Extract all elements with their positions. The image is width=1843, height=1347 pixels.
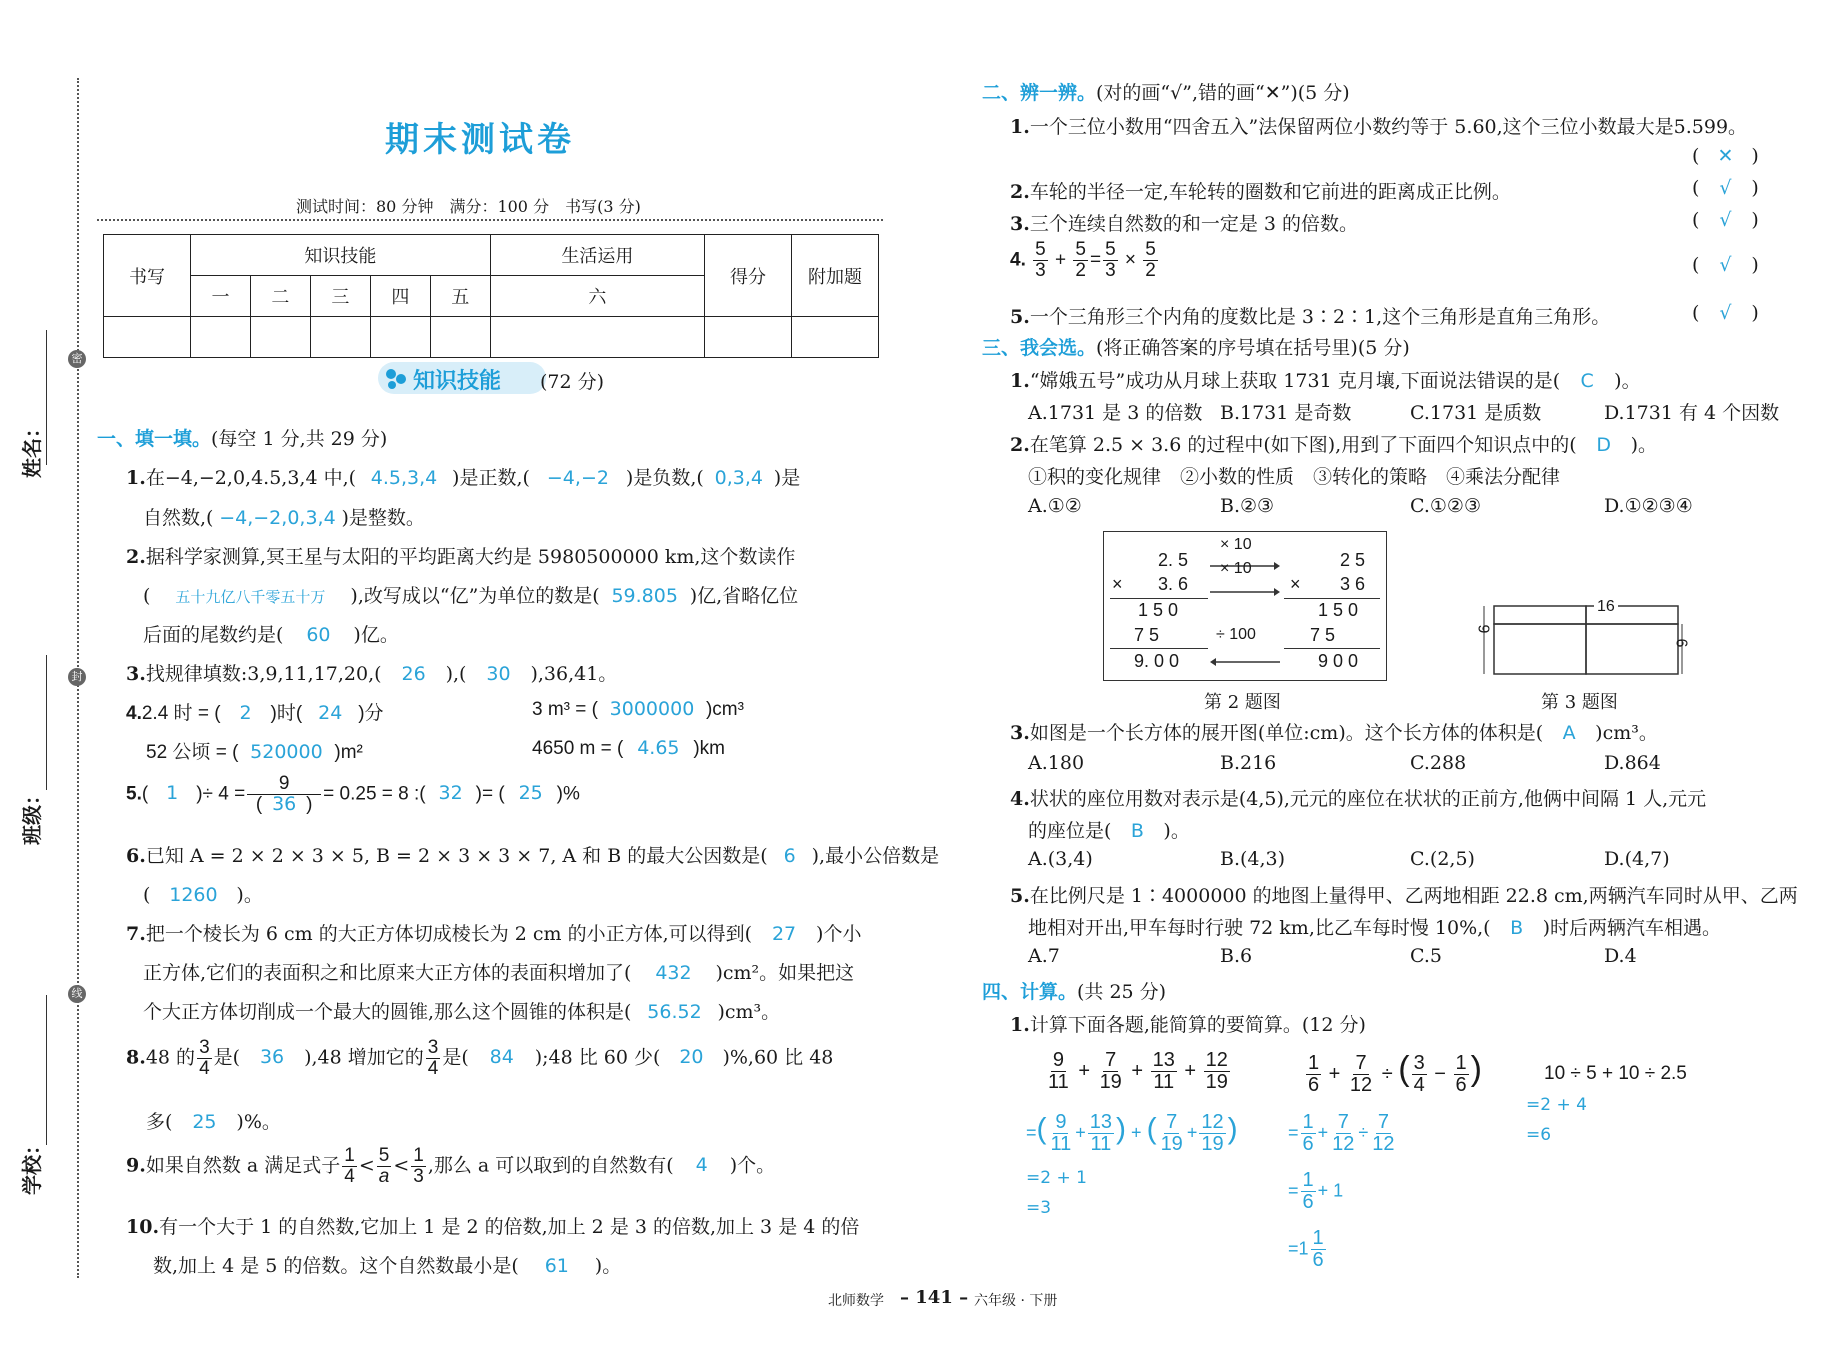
fig2-label-d100: ÷ 100	[1216, 626, 1256, 643]
fig2-rule-2	[1110, 648, 1208, 649]
j4-mark[interactable]: ( √ )	[1692, 254, 1759, 276]
k1-stem: 1.计算下面各题,能简算的要简算。(12 分)	[1010, 1014, 1366, 1036]
seal-mi: 密	[68, 350, 86, 368]
q5: 5.( 1 )÷ 4 = $\frac{9}{( 36 )}$ = 0.25 = 8 :( 32 )= ( 25 )%	[126, 773, 580, 815]
col-score: 得分	[705, 235, 792, 317]
name-label: 姓名：	[20, 418, 44, 478]
footer-page-number: – 141 –	[900, 1287, 969, 1308]
dots-icon	[384, 367, 408, 395]
fig2-row5-right: 9 0 0	[1318, 651, 1359, 671]
fig2-row4-left: 7 5	[1134, 625, 1160, 645]
expr3-question: 10 ÷ 5 + 10 ÷ 2.5	[1544, 1063, 1687, 1084]
page-title: 期末测试卷	[385, 120, 575, 160]
fig2-row2-left: 3. 6	[1158, 574, 1189, 594]
expr1-question: $\frac{9}{11}$ + $\frac{7}{19}$ + $\frac{13}{11}$ + $\frac{12}{19}$	[1048, 1049, 1228, 1093]
c4-option-b[interactable]: B.(4,3)	[1220, 848, 1286, 870]
badge-score: (72 分)	[540, 371, 605, 393]
class-label: 班级：	[20, 785, 44, 845]
col-5: 五	[430, 276, 490, 317]
q7-line3: 个大正方体切削成一个最大的圆锥,那么这个圆锥的体积是( 56.52 )cm³。	[143, 1001, 781, 1023]
fig2-box	[1103, 531, 1387, 681]
q4-line2b: 4650 m = ( 4.65 )km	[532, 737, 726, 759]
c3-option-a[interactable]: A.180	[1028, 752, 1085, 774]
q10-line1: 10.有一个大于 1 的自然数,它加上 1 是 2 的倍数,加上 2 是 3 的倍数,加上 3 是 4 的倍	[126, 1216, 860, 1238]
q1-line1: 1.在−4,−2,0,4.5,3,4 中,( 4.5,3,4 )是正数,( −4,−2 )是负数,( 0,3,4 )是	[126, 467, 801, 489]
fig2-row3-right: 1 5 0	[1318, 600, 1359, 620]
fig2-rule-3	[1284, 598, 1380, 599]
score-cell[interactable]	[104, 317, 191, 358]
fig2-caption: 第 2 题图	[1204, 692, 1281, 713]
q4-line2a: 52 公顷 = ( 520000 )m²	[146, 741, 363, 763]
c3-option-d[interactable]: D.864	[1604, 752, 1661, 774]
c5-option-b[interactable]: B.6	[1220, 945, 1253, 967]
col-6: 六	[490, 276, 704, 317]
c4-option-d[interactable]: D.(4,7)	[1604, 848, 1670, 870]
q7-line1: 7.把一个棱长为 6 cm 的大正方体切成棱长为 2 cm 的小正方体,可以得到( 27 )个小	[126, 923, 862, 945]
col-writing: 书写	[104, 235, 191, 317]
col-life: 生活运用	[490, 235, 704, 276]
expr3-step1: =2 + 4	[1526, 1095, 1587, 1115]
q6-line2: ( 1260 )。	[143, 884, 263, 906]
c1-stem: 1.“嫦娥五号”成功从月球上获取 1731 克月壤,下面说法错误的是( C )。	[1010, 370, 1641, 392]
fig2-arrow-2	[1210, 580, 1280, 601]
fig2-arrow-3	[1210, 650, 1280, 671]
j5-text: 5.一个三角形三个内角的度数比是 3∶2∶1,这个三角形是直角三角形。	[1010, 306, 1611, 328]
fig3-net	[1470, 598, 1690, 682]
fig2-row1-right: 2 5	[1340, 550, 1366, 570]
expr2-step2: = $\frac{1}{6}$ + 1	[1288, 1169, 1344, 1213]
footer-subject: 北师数学	[828, 1293, 884, 1309]
score-cell[interactable]	[705, 317, 792, 358]
q1-line2: 自然数,( −4,−2,0,3,4 )是整数。	[143, 507, 425, 529]
score-cell[interactable]	[490, 317, 704, 358]
fig2-row1-left: 2. 5	[1158, 550, 1189, 570]
fig3-dim-16: 16	[1594, 598, 1618, 616]
section-3-heading: 三、我会选。(将正确答案的序号填在括号里)(5 分)	[982, 337, 1410, 359]
j1-text: 1.一个三位小数用“四舍五入”法保留两位小数约等于 5.60,这个三位小数最大是5.599。	[1010, 116, 1748, 138]
j3-text: 3.三个连续自然数的和一定是 3 的倍数。	[1010, 213, 1359, 235]
expr2-step1: = $\frac{1}{6}$ + $\frac{7}{12}$ ÷ $\frac{7}{12}$	[1288, 1111, 1395, 1155]
fig2-rule-4	[1284, 648, 1380, 649]
j3-mark[interactable]: ( √ )	[1692, 209, 1759, 231]
q2-line1: 2.据科学家测算,冥王星与太阳的平均距离大约是 5980500000 km,这个数读作	[126, 546, 796, 568]
c3-option-c[interactable]: C.288	[1410, 752, 1467, 774]
c5-stem-1: 5.在比例尺是 1∶4000000 的地图上量得甲、乙两地相距 22.8 cm,两辆汽车同时从甲、乙两	[1010, 885, 1798, 907]
section-2-heading: 二、辨一辨。(对的画“√”,错的画“✕”)(5 分)	[982, 82, 1350, 104]
c1-option-a[interactable]: A.1731 是 3 的倍数	[1028, 402, 1203, 424]
c2-option-a[interactable]: A.①②	[1028, 495, 1082, 517]
q2-line2: ( 五十九亿八千零五十万 ),改写成以“亿”为单位的数是( 59.805 )亿,省略亿位	[143, 585, 799, 607]
fig2-label-x10a: × 10	[1220, 536, 1252, 553]
col-3: 三	[310, 276, 370, 317]
c3-stem: 3.如图是一个长方体的展开图(单位:cm)。这个长方体的体积是( A )cm³。	[1010, 722, 1658, 744]
score-cell[interactable]	[370, 317, 430, 358]
c2-stem: 2.在笔算 2.5 × 3.6 的过程中(如下图),用到了下面四个知识点中的( D )。	[1010, 434, 1658, 456]
expr1-step1: =( $\frac{9}{11}$ + $\frac{13}{11}$ ) + ( $\frac{7}{19}$ + $\frac{12}{19}$ )	[1026, 1111, 1238, 1155]
col-knowledge: 知识技能	[191, 235, 491, 276]
c4-stem-2: 的座位是( B )。	[1028, 820, 1190, 842]
c2-option-c[interactable]: C.①②③	[1410, 495, 1481, 517]
fig2-times-left: ×	[1112, 574, 1123, 594]
j2-mark[interactable]: ( √ )	[1692, 177, 1759, 199]
fig3-dim-9: 9	[1474, 624, 1492, 634]
score-cell[interactable]	[310, 317, 370, 358]
seal-xian: 线	[68, 985, 86, 1003]
c4-stem-1: 4.状状的座位用数对表示是(4,5),元元的座位在状状的正前方,他俩中间隔 1 人,元元	[1010, 788, 1707, 810]
fig2-row2-right: 3 6	[1340, 574, 1366, 594]
school-label: 学校：	[20, 1135, 44, 1195]
fig2-row3-left: 1 5 0	[1138, 600, 1179, 620]
test-info: 测试时间：80 分钟 满分：100 分 书写(3 分)	[296, 197, 641, 216]
c1-option-b[interactable]: B.1731 是奇数	[1220, 402, 1352, 424]
score-cell[interactable]	[191, 317, 251, 358]
expr2-result: =1 $\frac{1}{6}$	[1288, 1227, 1324, 1271]
c3-option-b[interactable]: B.216	[1220, 752, 1277, 774]
c1-option-d[interactable]: D.1731 有 4 个因数	[1604, 402, 1780, 424]
j5-mark[interactable]: ( √ )	[1692, 302, 1759, 324]
c5-option-d[interactable]: D.4	[1604, 945, 1637, 967]
q4-line1b: 3 m³ = ( 3000000 )cm³	[532, 698, 744, 720]
section-4-heading: 四、计算。(共 25 分)	[982, 981, 1167, 1003]
seal-feng: 封	[68, 668, 86, 686]
j1-mark[interactable]: ( ✕ )	[1692, 145, 1759, 167]
expr1-step2: =2 + 1	[1026, 1168, 1087, 1188]
school-line[interactable]	[46, 995, 47, 1145]
footer-grade: 六年级 · 下册	[974, 1293, 1058, 1309]
col-4: 四	[370, 276, 430, 317]
j2-text: 2.车轮的半径一定,车轮转的圈数和它前进的距离成正比例。	[1010, 181, 1511, 203]
score-cell[interactable]	[792, 317, 879, 358]
fig2-row4-right: 7 5	[1310, 625, 1336, 645]
fig2-label-x10b: × 10	[1220, 560, 1252, 577]
q4-line1a: 4.2.4 时 = ( 2 )时( 24 )分	[126, 702, 384, 724]
col-bonus: 附加题	[792, 235, 879, 317]
c2-option-b[interactable]: B.②③	[1220, 495, 1275, 517]
q6-line1: 6.已知 A = 2 × 2 × 3 × 5, B = 2 × 3 × 3 × 7, A 和 B 的最大公因数是( 6 ),最小公倍数是	[126, 845, 940, 867]
c2-knowledge: ①积的变化规律 ②小数的性质 ③转化的策略 ④乘法分配律	[1028, 466, 1561, 488]
c5-option-a[interactable]: A.7	[1028, 945, 1060, 967]
expr1-result: =3	[1026, 1198, 1052, 1218]
q7-line2: 正方体,它们的表面积之和比原来大正方体的表面积增加了( 432 )cm²。如果把这	[143, 962, 855, 984]
c2-option-d[interactable]: D.①②③④	[1604, 495, 1693, 517]
title-divider	[97, 219, 883, 221]
j4-text: 4. $\frac{5}{3}$ + $\frac{5}{2}$ = $\frac{5}{3}$ × $\frac{5}{2}$	[1010, 239, 1156, 281]
fig3-dim-6: 6	[1672, 638, 1690, 648]
score-cell[interactable]	[430, 317, 490, 358]
class-line[interactable]	[46, 655, 47, 790]
q8-line2: 多( 25 )%。	[146, 1111, 281, 1133]
q8-line1: 8.48 的 $\frac{3}{4}$ 是( 36 ),48 增加它的 $\frac{3}{4}$ 是( 84 );48 比 60 少( 20 )%,60 比 48	[126, 1037, 834, 1079]
q9: 9.如果自然数 a 满足式子 $\frac{1}{4}$ < $\frac{5}{a}$ < $\frac{1}{3}$ ,那么 a 可以取到的自然数有( 4 )个。	[126, 1145, 776, 1187]
c1-option-c[interactable]: C.1731 是质数	[1410, 402, 1542, 424]
fig2-times-right: ×	[1290, 574, 1301, 594]
c5-option-c[interactable]: C.5	[1410, 945, 1442, 967]
q3: 3.找规律填数:3,9,11,17,20,( 26 ),( 30 ),36,41。	[126, 663, 618, 685]
q2-line3: 后面的尾数约是( 60 )亿。	[143, 624, 399, 646]
name-line[interactable]	[46, 330, 47, 465]
fig2-rule-1	[1110, 598, 1208, 599]
score-table	[103, 234, 879, 358]
c4-option-c[interactable]: C.(2,5)	[1410, 848, 1475, 870]
c4-option-a[interactable]: A.(3,4)	[1028, 848, 1093, 870]
col-1: 一	[191, 276, 251, 317]
c5-stem-2: 地相对开出,甲车每时行驶 72 km,比乙车每时慢 10%,( B )时后两辆汽车相遇。	[1028, 917, 1722, 939]
badge-label: 知识技能	[413, 368, 502, 394]
q10-line2: 数,加上 4 是 5 的倍数。这个自然数最小是( 61 )。	[153, 1255, 622, 1277]
fig2-row5-left: 9. 0 0	[1134, 651, 1180, 671]
section-1-heading: 一、填一填。(每空 1 分,共 29 分)	[97, 428, 388, 450]
expr2-question: $\frac{1}{6}$ + $\frac{7}{12}$ ÷ ( $\frac{3}{4}$ − $\frac{1}{6}$ )	[1308, 1050, 1482, 1097]
col-2: 二	[250, 276, 310, 317]
expr3-result: =6	[1526, 1125, 1552, 1145]
fig3-caption: 第 3 题图	[1541, 692, 1618, 713]
score-cell[interactable]	[250, 317, 310, 358]
